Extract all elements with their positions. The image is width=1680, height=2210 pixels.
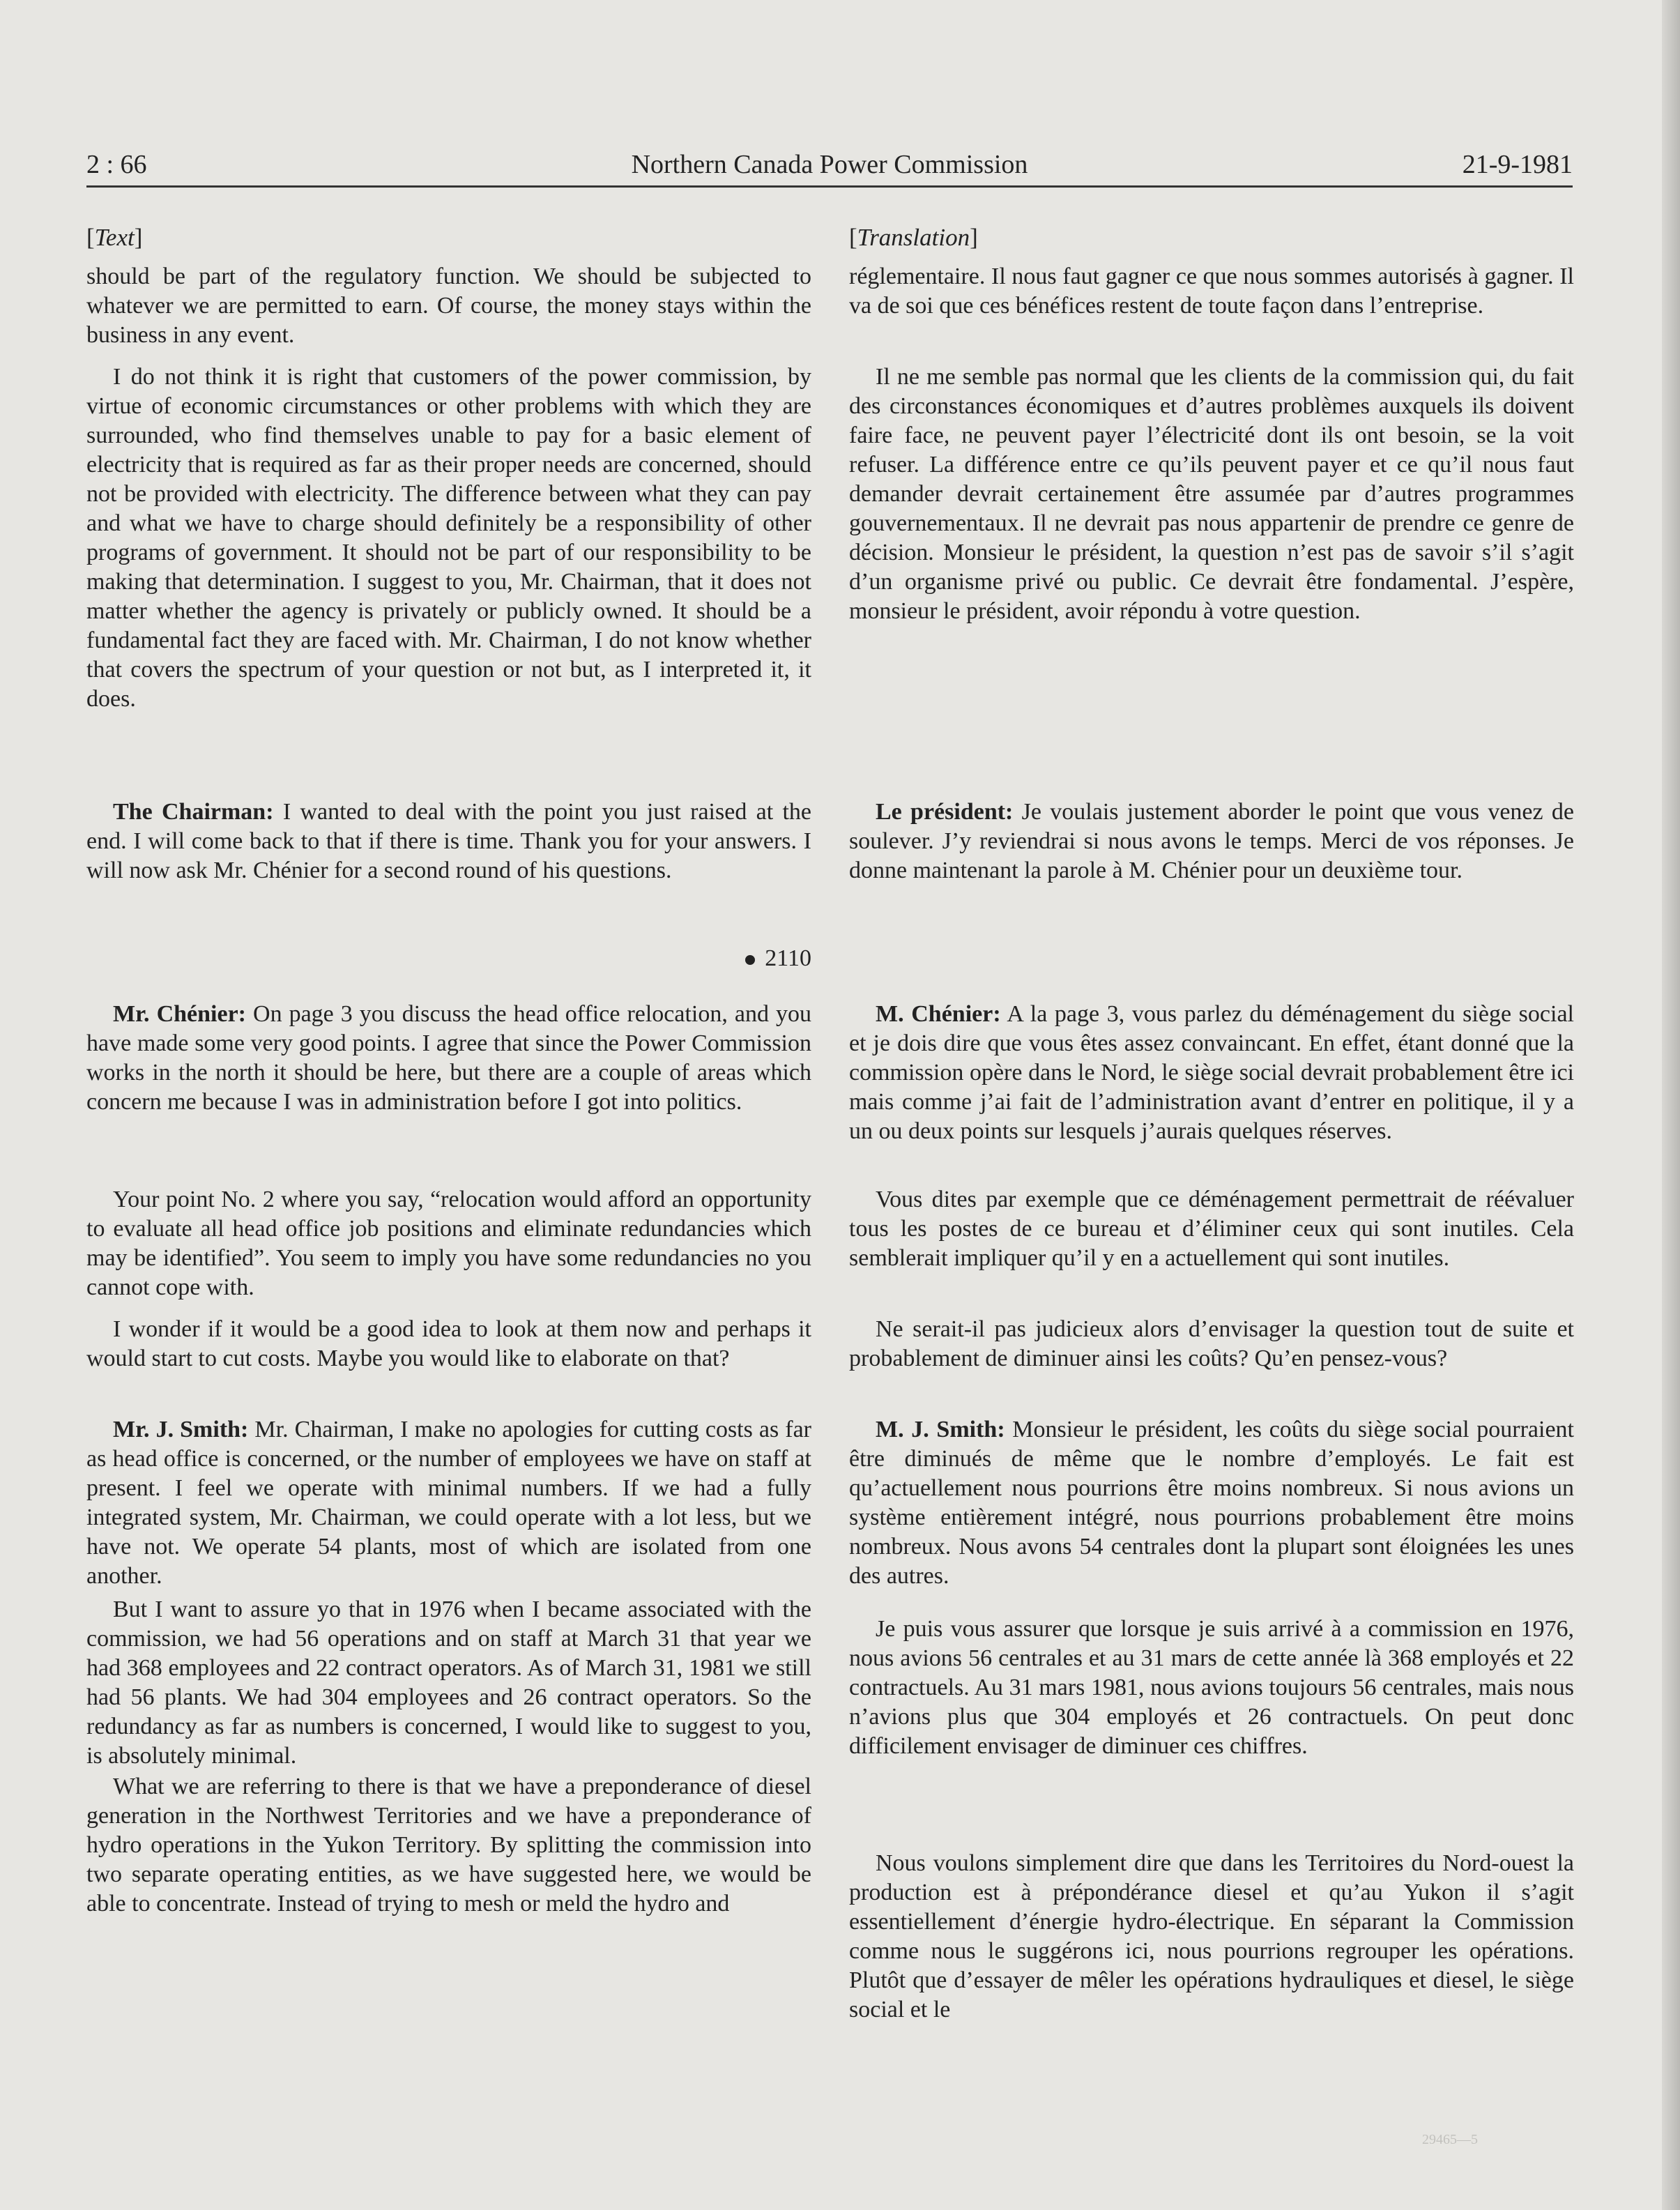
french-paragraph-7: M. J. Smith: Monsieur le président, les coûts du siège social pourraient être diminués de même que le nombre d’employés. Le fait est qu’actuellement nous pourrions être moins nombreux. Si nous avions un système entièrement intégré, nous pourrions probablement être moins nombreux. Nous avons 54 centrales dont la plupart sont éloignées les unes des autres.	[849, 1417, 1574, 1589]
english-paragraph-2: I do not think it is right that customers of the power commission, by virtue of economic circumstances or other problems with which they are surrounded, who find themselves unable to pay for a basic element of electricity that is required as far as their proper needs are concerned, should not be provided with electricity. The difference between what they can pay and what we have to charge should definitely be a responsibility of other programs of government. It should not be part of our responsibility to be making that determination. I suggest to you, Mr. Chairman, that it does not matter whether the agency is privately or publicly owned. It should be a fundamental fact they are faced with. Mr. Chairman, I do not know whether that covers the spectrum of your question or not but, as I interpreted it, it does.	[86, 364, 811, 712]
speaker-name: Mr. J. Smith:	[113, 1417, 249, 1442]
speaker-name: M. J. Smith:	[876, 1417, 1005, 1442]
document-date: 21-9-1981	[1462, 150, 1573, 179]
english-paragraph-9: What we are referring to there is that we have a preponderance of diesel generation in the Northwest Territories and we have a preponderance of hydro operations in the Yukon Territory. By splitting the commission into two separate operating entities, as we have suggested here, we would be able to concentrate. Instead of trying to mesh or meld the hydro and	[86, 1774, 811, 1916]
bullet-icon	[745, 955, 755, 965]
english-paragraph-5: Your point No. 2 where you say, “relocation would afford an opportunity to evaluate all head office job positions and eliminate redundancies which may be identified”. You seem to imply you have some redundancies no you cannot cope with.	[86, 1187, 811, 1300]
english-paragraph-6: I wonder if it would be a good idea to look at them now and perhaps it would start to cut costs. Maybe you would like to elaborate on that?	[86, 1316, 811, 1371]
french-paragraph-4: M. Chénier: A la page 3, vous parlez du déménagement du siège social et je dois dire que vous êtes assez convaincant. En effet, étant donné que la commission opère dans le Nord, le siège social devrait probablement être ici mais comme j’ai fait de l’administration avant d’entrer en politique, il y a un ou deux points sur lesquels j’aurais quelques réserves.	[849, 1001, 1574, 1144]
english-paragraph-1: should be part of the regulatory function. We should be subjected to whatever we are permitted to earn. Of course, the money stays within the business in any event.	[86, 264, 811, 348]
time-marker: 2110	[745, 944, 811, 973]
french-paragraph-5: Vous dites par exemple que ce déménagement permettrait de réévaluer tous les postes de ce bureau et d’éliminer ceux qui sont inutiles. Cela semblerait impliquer qu’il y en a actuellement qui sont inutiles.	[849, 1187, 1574, 1271]
page-header	[86, 149, 1573, 191]
french-paragraph-2: Il ne me semble pas normal que les clients de la commission qui, du fait des circonstances économiques et d’autres problèmes auxquels ils doivent faire face, ne peuvent payer l’électricité dont ils ont besoin, se la voit refuser. La différence entre ce qu’ils peuvent payer et ce qu’il nous faut demander devrait certainement être assumée par d’autres programmes gouvernementaux. Il ne devrait pas nous appartenir de prendre ce genre de décision. Monsieur le président, la question n’est pas de savoir s’il s’agit d’un organisme privé ou public. Ce devrait être fondamental. J’espère, monsieur le président, avoir répondu à votre question.	[849, 364, 1574, 624]
printer-code: 29465—5	[1422, 2132, 1478, 2147]
page-number: 2 : 66	[86, 150, 147, 179]
speaker-name: M. Chénier:	[876, 1001, 1001, 1027]
header-rule	[86, 185, 1573, 188]
english-paragraph-8: But I want to assure yo that in 1976 when I became associated with the commission, we had 56 operations and on staff at March 31 that year we had 368 employees and 22 contract operators. As of March 31, 1981 we still had 56 plants. We had 304 employees and 26 contract operators. So the redundancy as far as numbers is concerned, I would like to suggest to you, is absolutely minimal.	[86, 1596, 811, 1769]
document-title: Northern Canada Power Commission	[631, 150, 1028, 179]
speaker-name: Le président:	[876, 799, 1014, 825]
text-tag: [Text]	[86, 224, 143, 251]
translation-tag: [Translation]	[849, 224, 978, 251]
french-paragraph-3: Le président: Je voulais justement aborder le point que vous venez de soulever. J’y reviendrai si nous avons le temps. Merci de vos réponses. Je donne maintenant la parole à M. Chénier pour un deuxième tour.	[849, 799, 1574, 883]
french-paragraph-6: Ne serait-il pas judicieux alors d’envisager la question tout de suite et probablement de diminuer ainsi les coûts? Qu’en pensez-vous?	[849, 1316, 1574, 1371]
speaker-name: The Chairman:	[113, 799, 274, 825]
english-paragraph-4: Mr. Chénier: On page 3 you discuss the head office relocation, and you have made some very good points. I agree that since the Power Commission works in the north it should be here, but there are a couple of areas which concern me because I was in administration before I got into politics.	[86, 1001, 811, 1115]
french-paragraph-9: Nous voulons simplement dire que dans les Territoires du Nord-ouest la production est à prépondérance diesel et qu’au Yukon il s’agit essentiellement d’énergie hydro-électrique. En séparant la Commission comme nous le suggérons ici, nous pourrions regrouper les opérations. Plutôt que d’essayer de mêler les opérations hydrauliques et diesel, le siège social et le	[849, 1850, 1574, 2022]
french-paragraph-8: Je puis vous assurer que lorsque je suis arrivé à a commission en 1976, nous avions 56 centrales et au 31 mars de cette année là 368 employés et 22 contractuels. Au 31 mars 1981, nous avions toujours 56 centrales, mais nous n’avions plus que 304 employés et 26 contractuels. On peut donc difficilement envisager de diminuer ces chiffres.	[849, 1616, 1574, 1759]
english-paragraph-7: Mr. J. Smith: Mr. Chairman, I make no apologies for cutting costs as far as head office is concerned, or the number of employees we have on staff at present. I feel we operate with minimal numbers. If we had a fully integrated system, Mr. Chairman, we could operate with a lot less, but we have not. We operate 54 plants, most of which are isolated from one another.	[86, 1417, 812, 1589]
french-paragraph-1: réglementaire. Il nous faut gagner ce que nous sommes autorisés à gagner. Il va de soi que ces bénéfices restent de toute façon dans l’entreprise.	[849, 264, 1574, 319]
speaker-name: Mr. Chénier:	[113, 1001, 246, 1027]
english-paragraph-3: The Chairman: I wanted to deal with the point you just raised at the end. I will come back to that if there is time. Thank you for your answers. I will now ask Mr. Chénier for a second round of his questions.	[86, 799, 812, 883]
page-edge-shadow	[1662, 0, 1680, 2210]
